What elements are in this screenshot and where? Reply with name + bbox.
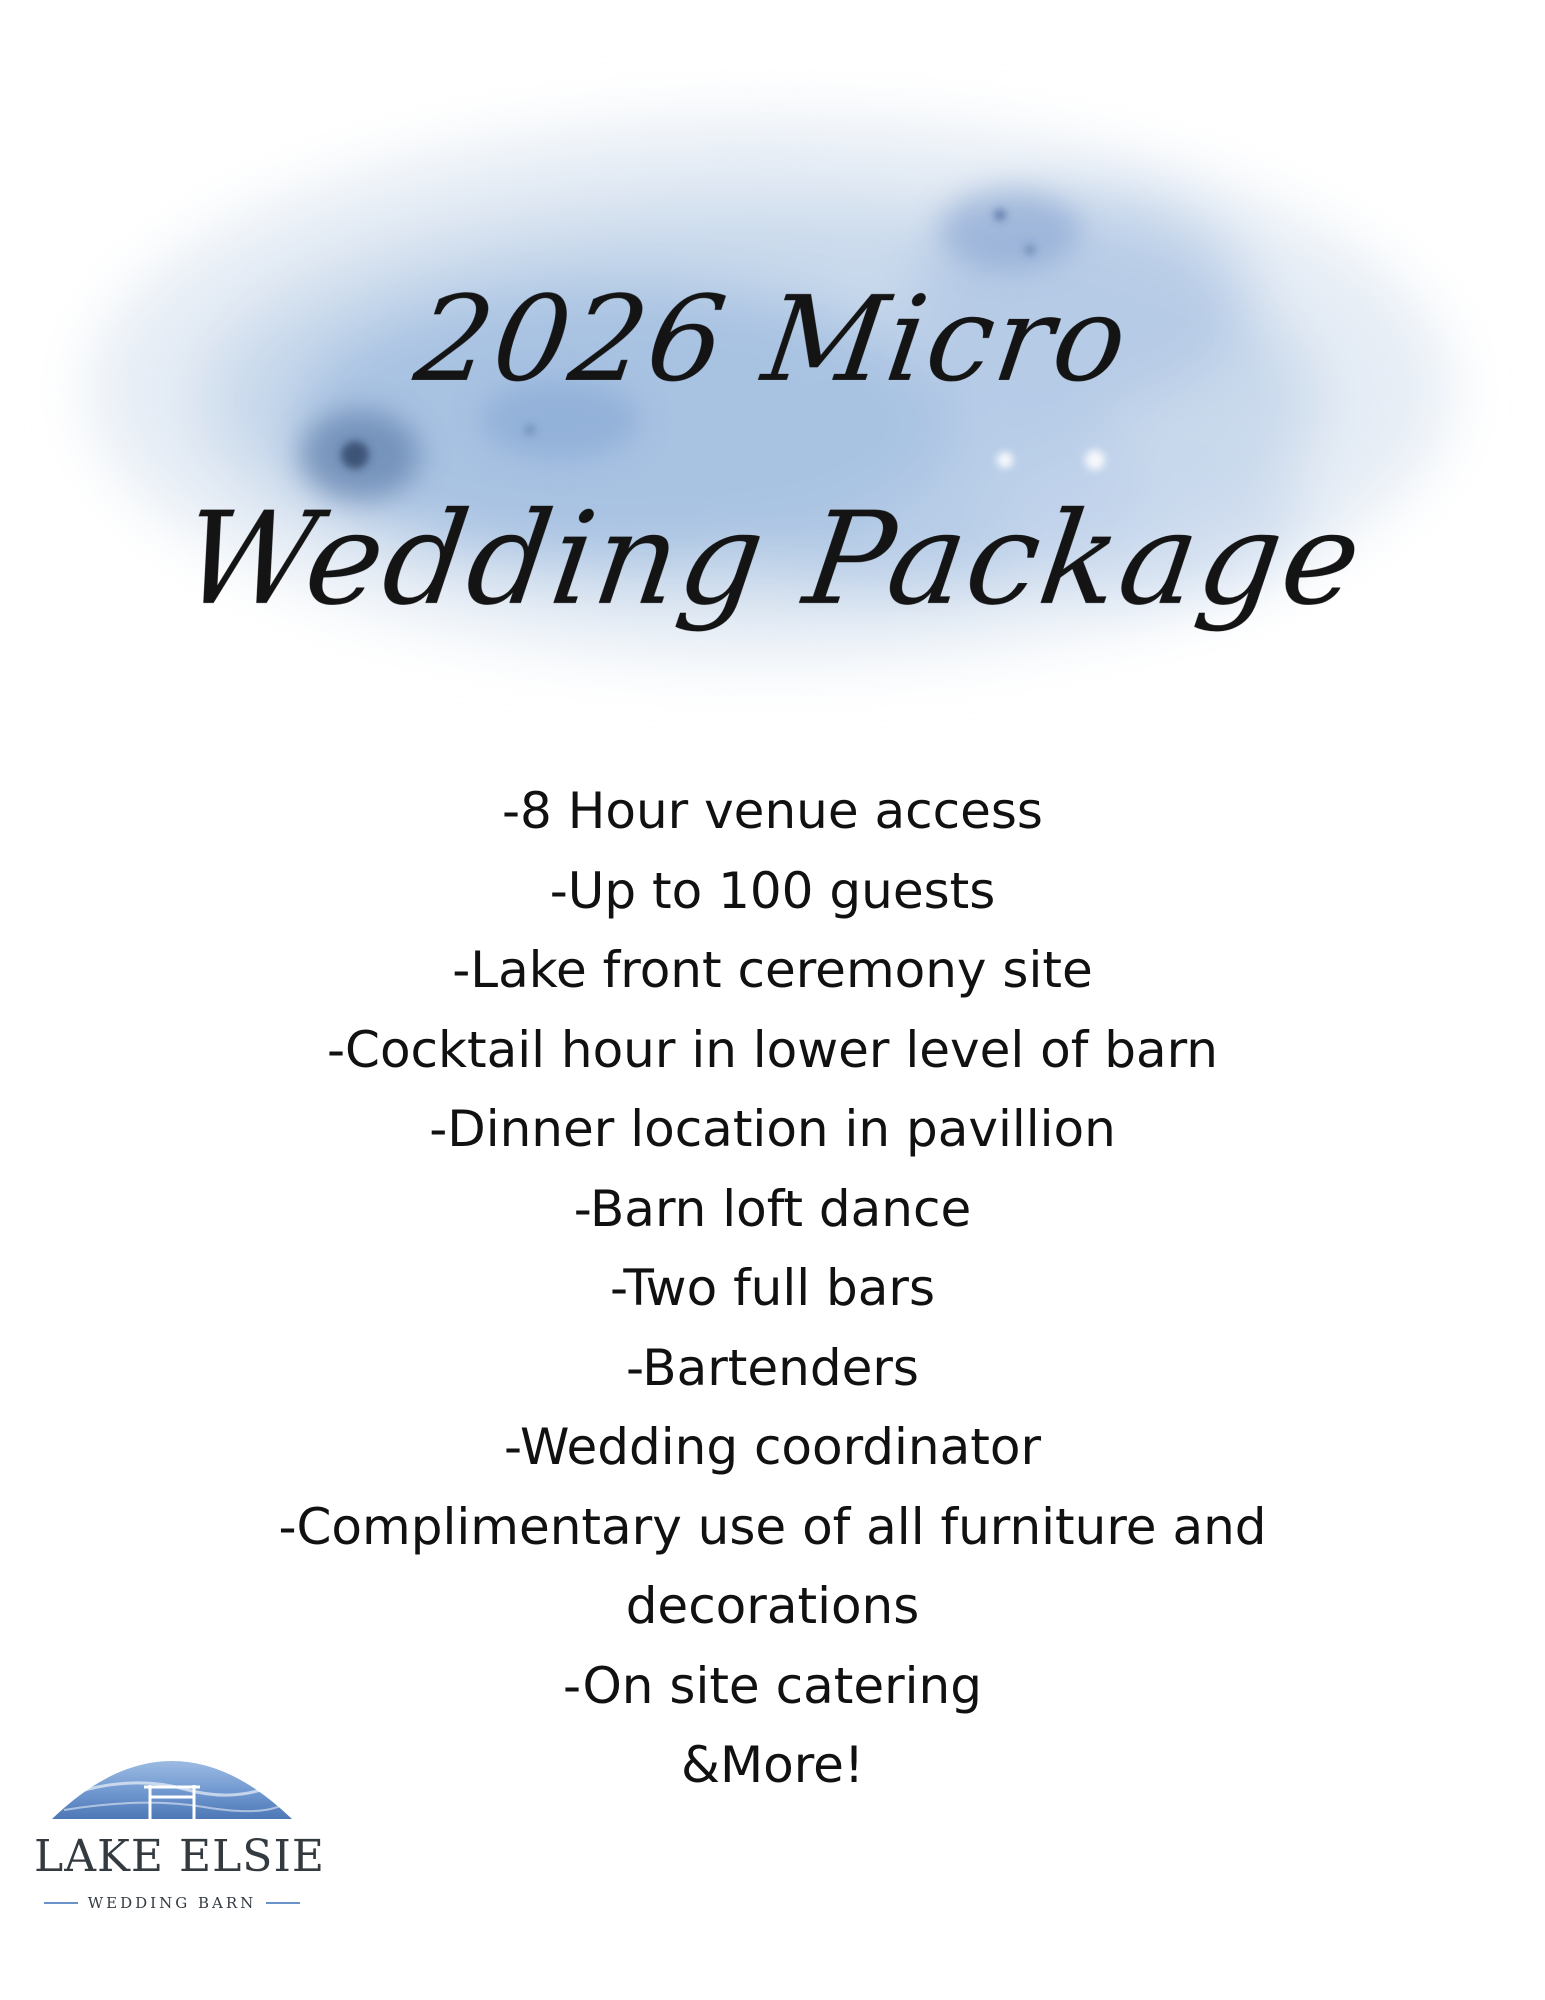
feature-item: -Dinner location in pavillion — [429, 1100, 1116, 1158]
feature-item: -Two full bars — [609, 1259, 936, 1317]
logo-subtitle: WEDDING BARN — [87, 1894, 257, 1912]
feature-item: -Up to 100 guests — [549, 861, 996, 920]
feature-list — [0, 772, 1545, 1806]
feature-item: -Cocktail hour in lower level of barn — [326, 1020, 1218, 1079]
title-line-2: Wedding Package — [173, 485, 1372, 634]
title-line-1: 2026 Micro — [407, 270, 1138, 408]
feature-item: -Lake front ceremony site — [452, 941, 1093, 999]
feature-item: &More! — [681, 1736, 864, 1794]
logo-name: LAKE ELSIE — [34, 1831, 325, 1882]
logo-divider — [266, 1902, 300, 1904]
lake-elsie-logo — [34, 1715, 325, 1920]
feature-item: -Bartenders — [626, 1338, 919, 1397]
feature-item: -Complimentary use of all furniture and — [278, 1497, 1267, 1556]
feature-item: -8 Hour venue access — [502, 782, 1043, 840]
feature-item: -Barn loft dance — [573, 1179, 972, 1238]
barn-dome-icon — [34, 1715, 310, 1825]
feature-item: -Wedding coordinator — [503, 1418, 1042, 1476]
logo-subtitle-row — [34, 1891, 310, 1915]
logo-divider — [44, 1902, 78, 1904]
feature-item: -On site catering — [563, 1656, 982, 1715]
feature-item: decorations — [625, 1577, 920, 1635]
